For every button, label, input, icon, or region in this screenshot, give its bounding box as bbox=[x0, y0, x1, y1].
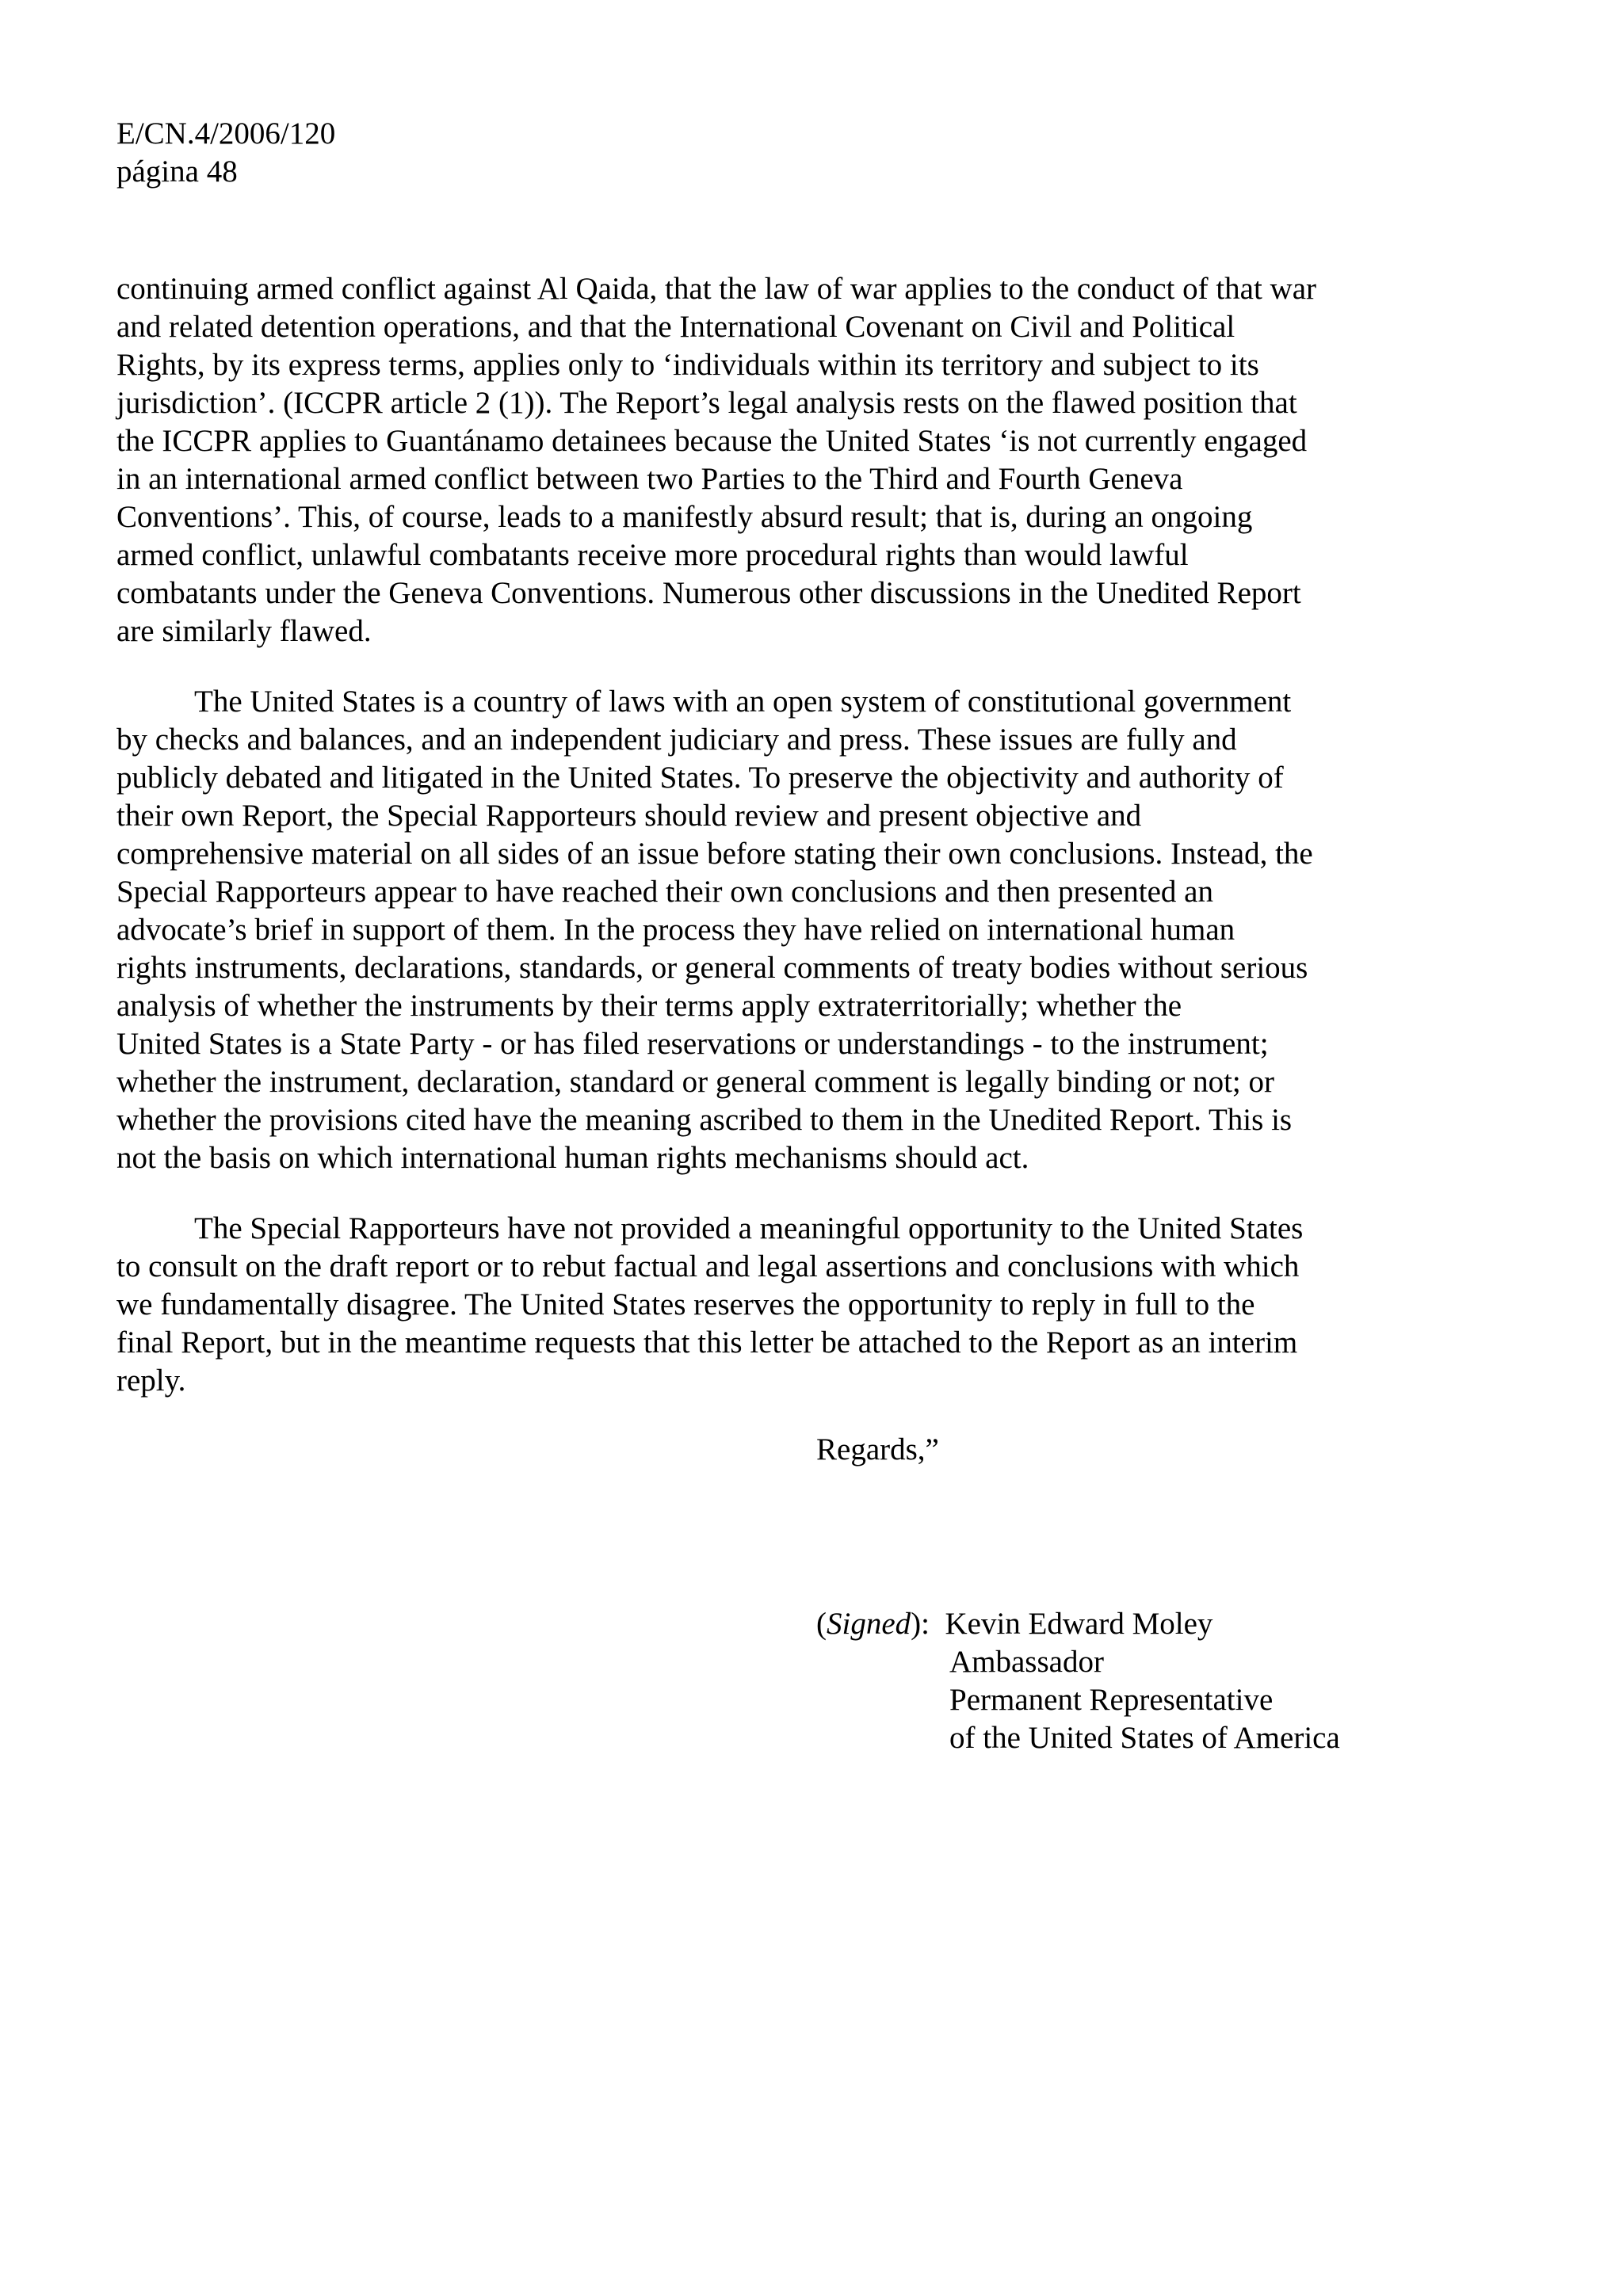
paragraph-line: publicly debated and litigated in the United States. To preserve the objectivity and authority of bbox=[116, 761, 1284, 795]
paragraph-line: continuing armed conflict against Al Qaida, that the law of war applies to the conduct of that war bbox=[116, 272, 1317, 306]
paragraph-line: their own Report, the Special Rapporteurs should review and present objective and bbox=[116, 799, 1142, 833]
paragraph-line: The Special Rapporteurs have not provided a meaningful opportunity to the United States bbox=[194, 1211, 1304, 1245]
paragraph-line: the ICCPR applies to Guantánamo detainees because the United States ‘is not currently engaged bbox=[116, 424, 1308, 458]
paragraph-line: Conventions’. This, of course, leads to a manifestly absurd result; that is, during an ongoing bbox=[116, 500, 1253, 534]
paragraph-line: to consult on the draft report or to rebut factual and legal assertions and conclusions with which bbox=[116, 1249, 1300, 1283]
paragraph-line: by checks and balances, and an independent judiciary and press. These issues are fully and bbox=[116, 723, 1237, 757]
paragraph-line: Special Rapporteurs appear to have reached their own conclusions and then presented an bbox=[116, 875, 1213, 909]
paragraph-line: whether the provisions cited have the meaning ascribed to them in the Unedited Report. This is bbox=[116, 1103, 1293, 1137]
paragraph-line: The United States is a country of laws with an open system of constitutional government bbox=[194, 685, 1292, 719]
signed-label: (Signed): bbox=[816, 1607, 945, 1641]
paragraph-line: whether the instrument, declaration, standard or general comment is legally binding or not; or bbox=[116, 1065, 1274, 1099]
closing-salutation: Regards,” bbox=[816, 1432, 939, 1466]
page-number: página 48 bbox=[116, 154, 238, 189]
paragraph-line: United States is a State Party - or has filed reservations or understandings - to the instrument; bbox=[116, 1027, 1269, 1061]
paragraph-line: rights instruments, declarations, standards, or general comments of treaty bodies without serious bbox=[116, 951, 1308, 985]
signature-name-row bbox=[816, 1605, 1340, 1643]
document-header bbox=[116, 115, 335, 191]
paragraph-line: jurisdiction’. (ICCPR article 2 (1)). The Report’s legal analysis rests on the flawed position that bbox=[116, 386, 1297, 420]
signatory-name: Kevin Edward Moley bbox=[945, 1607, 1213, 1641]
document-symbol: E/CN.4/2006/120 bbox=[116, 116, 336, 151]
paragraph-united-states-laws bbox=[116, 683, 1416, 1177]
paragraph-line: armed conflict, unlawful combatants receive more procedural rights than would lawful bbox=[116, 538, 1189, 572]
paragraph-line: are similarly flawed. bbox=[116, 614, 372, 648]
signature-block bbox=[816, 1605, 1340, 1757]
paragraph-line: in an international armed conflict between two Parties to the Third and Fourth Geneva bbox=[116, 462, 1183, 496]
paragraph-line: we fundamentally disagree. The United States reserves the opportunity to reply in full to the bbox=[116, 1287, 1255, 1322]
paragraph-line: final Report, but in the meantime requests that this letter be attached to the Report as an interim bbox=[116, 1325, 1298, 1360]
paragraph-line: combatants under the Geneva Conventions. Numerous other discussions in the Unedited Report bbox=[116, 576, 1301, 610]
signed-word: Signed bbox=[827, 1607, 911, 1641]
paragraph-continuation bbox=[116, 270, 1416, 650]
paragraph-line: advocate’s brief in support of them. In the process they have relied on international human bbox=[116, 913, 1235, 947]
signatory-title: Permanent Representative bbox=[949, 1683, 1274, 1717]
paragraph-line: comprehensive material on all sides of an issue before stating their own conclusions. Instead, the bbox=[116, 837, 1313, 871]
paragraph-line: and related detention operations, and that the International Covenant on Civil and Political bbox=[116, 310, 1235, 344]
paragraph-line: analysis of whether the instruments by their terms apply extraterritorially; whether the bbox=[116, 989, 1182, 1023]
paragraph-line: Rights, by its express terms, applies only to ‘individuals within its territory and subject to its bbox=[116, 348, 1259, 382]
paragraph-line: not the basis on which international human rights mechanisms should act. bbox=[116, 1141, 1029, 1175]
signatory-title: Ambassador bbox=[949, 1645, 1104, 1679]
paragraph-special-rapporteurs bbox=[116, 1210, 1416, 1400]
paragraph-line: reply. bbox=[116, 1363, 186, 1398]
signatory-title: of the United States of America bbox=[949, 1721, 1340, 1755]
